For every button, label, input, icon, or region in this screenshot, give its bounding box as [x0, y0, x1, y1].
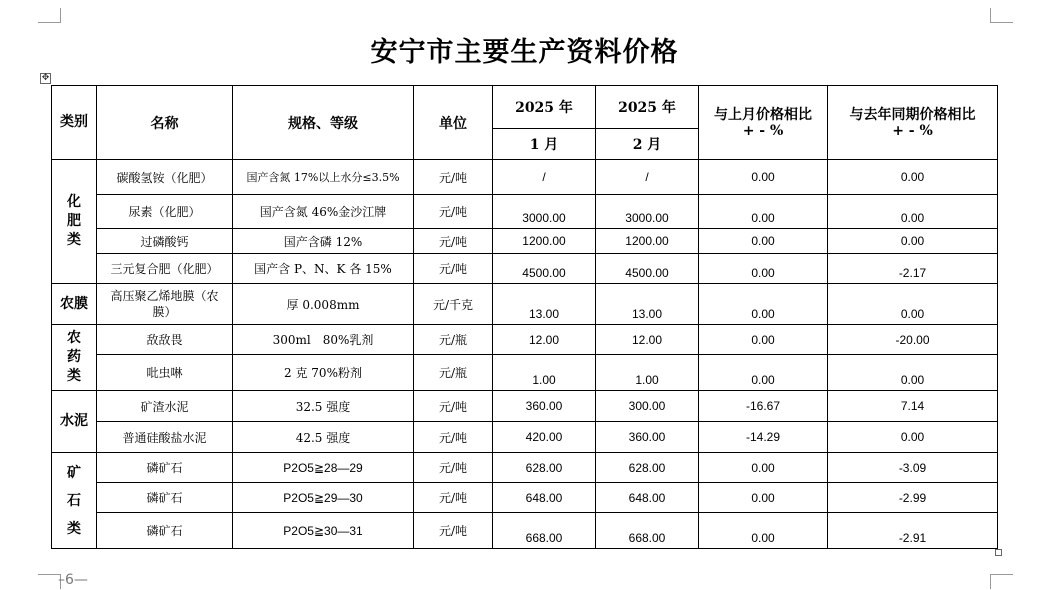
- item-spec: 国产含磷 12%: [233, 229, 414, 254]
- header-jan-year: 2025 年: [493, 86, 596, 129]
- change-yoy: -2.17: [828, 254, 998, 284]
- header-name: 名称: [97, 86, 233, 160]
- item-unit: 元/吨: [414, 422, 493, 453]
- table-row: [52, 195, 998, 229]
- price-jan: 420.00: [493, 422, 596, 453]
- item-unit: 元/吨: [414, 453, 493, 483]
- change-mom: 0.00: [699, 254, 828, 284]
- change-yoy: -2.99: [828, 483, 998, 513]
- item-name: 碳酸氢铵（化肥）: [97, 160, 233, 195]
- item-spec: 国产含氮 17%以上水分≤3.5%: [233, 160, 414, 195]
- price-jan: 1200.00: [493, 229, 596, 254]
- header-yoy: 与去年同期价格相比 + - %: [828, 86, 998, 160]
- change-yoy: -2.91: [828, 513, 998, 549]
- change-yoy: 0.00: [828, 195, 998, 229]
- table-row: [52, 254, 998, 284]
- change-mom: 0.00: [699, 355, 828, 391]
- category-cement: 水泥: [52, 391, 97, 453]
- table-row: [52, 391, 998, 422]
- price-feb: 360.00: [596, 422, 699, 453]
- category-pesticide: 农药类: [52, 325, 97, 391]
- item-unit: 元/吨: [414, 513, 493, 549]
- header-unit: 单位: [414, 86, 493, 160]
- price-feb: 648.00: [596, 483, 699, 513]
- table-row: [52, 355, 998, 391]
- category-fertilizer: 化肥类: [52, 160, 97, 284]
- header-mom: 与上月价格相比 + - %: [699, 86, 828, 160]
- price-feb: 3000.00: [596, 195, 699, 229]
- item-name: 敌敌畏: [97, 325, 233, 355]
- category-ore: 矿石类: [52, 453, 97, 549]
- change-yoy: 0.00: [828, 422, 998, 453]
- change-yoy: 0.00: [828, 284, 998, 325]
- price-table: [51, 85, 998, 549]
- header-category: 类别: [52, 86, 97, 160]
- price-jan: 360.00: [493, 391, 596, 422]
- price-feb: 300.00: [596, 391, 699, 422]
- header-jan-month: 1 月: [493, 129, 596, 160]
- change-yoy: -3.09: [828, 453, 998, 483]
- item-spec: P2O5≧29—30: [233, 483, 414, 513]
- item-name: 高压聚乙烯地膜（农膜）: [97, 284, 233, 325]
- item-name: 三元复合肥（化肥）: [97, 254, 233, 284]
- item-name: 吡虫啉: [97, 355, 233, 391]
- page-title: 安宁市主要生产资料价格: [370, 37, 679, 68]
- change-yoy: -20.00: [828, 325, 998, 355]
- price-jan: 628.00: [493, 453, 596, 483]
- price-jan: /: [493, 160, 596, 195]
- item-spec: 国产含氮 46%金沙江牌: [233, 195, 414, 229]
- header-feb-month: 2 月: [596, 129, 699, 160]
- item-name: 矿渣水泥: [97, 391, 233, 422]
- item-unit: 元/吨: [414, 254, 493, 284]
- price-jan: 4500.00: [493, 254, 596, 284]
- change-mom: 0.00: [699, 195, 828, 229]
- crop-mark-top-left: [38, 8, 61, 23]
- item-name: 普通硅酸盐水泥: [97, 422, 233, 453]
- price-feb: 1.00: [596, 355, 699, 391]
- item-unit: 元/吨: [414, 195, 493, 229]
- table-row: [52, 453, 998, 483]
- price-feb: 628.00: [596, 453, 699, 483]
- change-yoy: 7.14: [828, 391, 998, 422]
- item-unit: 元/瓶: [414, 325, 493, 355]
- table-row: [52, 229, 998, 254]
- table-row: [52, 284, 998, 325]
- page-number: –6—: [58, 572, 88, 588]
- price-feb: /: [596, 160, 699, 195]
- price-feb: 1200.00: [596, 229, 699, 254]
- category-film: 农膜: [52, 284, 97, 325]
- price-feb: 13.00: [596, 284, 699, 325]
- item-unit: 元/吨: [414, 229, 493, 254]
- item-spec: P2O5≧30—31: [233, 513, 414, 549]
- price-jan: 13.00: [493, 284, 596, 325]
- item-name: 磷矿石: [97, 453, 233, 483]
- item-spec: 厚 0.008mm: [233, 284, 414, 325]
- item-unit: 元/吨: [414, 483, 493, 513]
- header-feb-year: 2025 年: [596, 86, 699, 129]
- item-unit: 元/吨: [414, 391, 493, 422]
- item-unit: 元/千克: [414, 284, 493, 325]
- table-row: [52, 483, 998, 513]
- item-spec: 国产含 P、N、K 各 15%: [233, 254, 414, 284]
- change-mom: -14.29: [699, 422, 828, 453]
- item-spec: P2O5≧28—29: [233, 453, 414, 483]
- table-move-handle-icon[interactable]: ✥: [41, 73, 50, 83]
- change-mom: 0.00: [699, 483, 828, 513]
- change-mom: 0.00: [699, 453, 828, 483]
- change-yoy: 0.00: [828, 355, 998, 391]
- table-row: [52, 513, 998, 549]
- table-row: [52, 160, 998, 195]
- crop-mark-bottom-right: [990, 574, 1013, 589]
- price-jan: 648.00: [493, 483, 596, 513]
- change-mom: 0.00: [699, 229, 828, 254]
- price-feb: 4500.00: [596, 254, 699, 284]
- change-yoy: 0.00: [828, 160, 998, 195]
- table-resize-handle-icon[interactable]: [995, 549, 1002, 556]
- change-yoy: 0.00: [828, 229, 998, 254]
- change-mom: -16.67: [699, 391, 828, 422]
- change-mom: 0.00: [699, 284, 828, 325]
- price-feb: 668.00: [596, 513, 699, 549]
- price-jan: 1.00: [493, 355, 596, 391]
- header-row: [52, 86, 998, 129]
- header-spec: 规格、等级: [233, 86, 414, 160]
- price-jan: 12.00: [493, 325, 596, 355]
- item-unit: 元/吨: [414, 160, 493, 195]
- item-name: 过磷酸钙: [97, 229, 233, 254]
- price-jan: 3000.00: [493, 195, 596, 229]
- change-mom: 0.00: [699, 513, 828, 549]
- change-mom: 0.00: [699, 325, 828, 355]
- item-spec: 2 克 70%粉剂: [233, 355, 414, 391]
- item-spec: 42.5 强度: [233, 422, 414, 453]
- item-spec: 300ml 80%乳剂: [233, 325, 414, 355]
- table-row: [52, 422, 998, 453]
- crop-mark-top-right: [990, 8, 1013, 23]
- table-row: [52, 325, 998, 355]
- item-unit: 元/瓶: [414, 355, 493, 391]
- item-name: 磷矿石: [97, 513, 233, 549]
- change-mom: 0.00: [699, 160, 828, 195]
- price-feb: 12.00: [596, 325, 699, 355]
- price-jan: 668.00: [493, 513, 596, 549]
- item-spec: 32.5 强度: [233, 391, 414, 422]
- item-name: 磷矿石: [97, 483, 233, 513]
- item-name: 尿素（化肥）: [97, 195, 233, 229]
